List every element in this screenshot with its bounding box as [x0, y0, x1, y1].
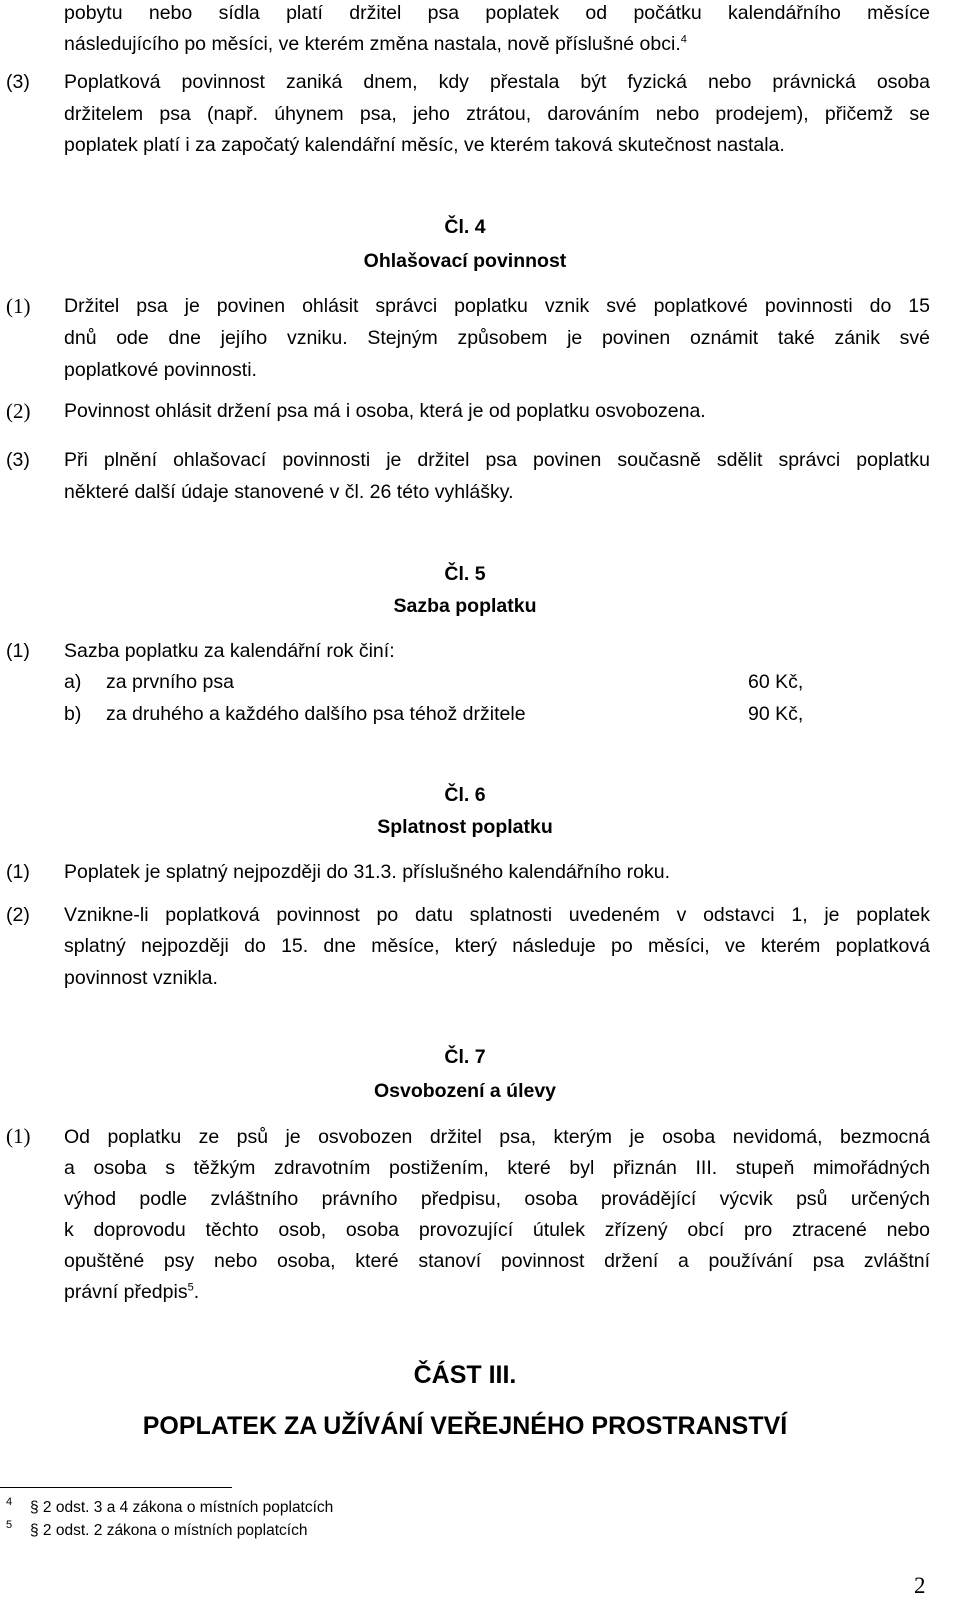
- list-item-label: za druhého a každého dalšího psa téhož držitele: [106, 703, 526, 725]
- text-line: pobytu nebo sídla platí držitel psa poplatek od počátku kalendářního měsíce: [64, 2, 930, 24]
- paragraph-number: (3): [6, 71, 30, 93]
- list-item-amount: 90 Kč,: [748, 703, 804, 725]
- list-item-letter: a): [64, 671, 82, 693]
- page-number: 2: [914, 1573, 926, 1598]
- article-number: Čl. 4: [444, 216, 486, 238]
- text-line: Poplatek je splatný nejpozději do 31.3. příslušného kalendářního roku.: [64, 861, 670, 883]
- text-line: Držitel psa je povinen ohlásit správci poplatku vznik své poplatkové povinnosti do 15: [64, 295, 930, 317]
- part-number: ČÁST III.: [413, 1361, 517, 1389]
- paragraph-number: (2): [6, 399, 31, 423]
- footnote-divider: [0, 1487, 232, 1488]
- part-title: POPLATEK ZA UŽÍVÁNÍ VEŘEJNÉHO PROSTRANSTVÍ: [142, 1412, 788, 1440]
- article-number: Čl. 5: [444, 563, 486, 585]
- text-line: poplatkové povinnosti.: [64, 359, 257, 381]
- list-item-letter: b): [64, 703, 82, 725]
- article-number: Čl. 7: [444, 1046, 486, 1068]
- paragraph-number: (3): [6, 449, 30, 471]
- text-line: některé další údaje stanovené v čl. 26 této vyhlášky.: [64, 481, 514, 503]
- text-line: Sazba poplatku za kalendářní rok činí:: [64, 640, 395, 662]
- footnote-ref: 5: [187, 1281, 194, 1294]
- text-line: Povinnost ohlásit držení psa má i osoba, která je od poplatku osvobozena.: [64, 400, 706, 422]
- article-title: Sazba poplatku: [393, 595, 537, 617]
- text-line: a osoba s těžkým zdravotním postižením, které byl přiznán III. stupeň mimořádných: [64, 1157, 930, 1179]
- paragraph-number: (1): [6, 861, 30, 883]
- text-line: právní předpis$^5$.: [64, 1281, 200, 1303]
- text-line: povinnost vznikla.: [64, 967, 218, 989]
- paragraph-number: (1): [6, 1124, 31, 1148]
- paragraph-number: (1): [6, 640, 30, 662]
- text-line: splatný nejpozději do 15. dne měsíce, který následuje po měsíci, ve kterém poplatková: [64, 935, 930, 957]
- text-line: k doprovodu těchto osob, osoba provozující útulek zřízený obcí pro ztracené nebo: [64, 1219, 930, 1241]
- paragraph-number: (2): [6, 904, 30, 926]
- list-item-amount: 60 Kč,: [748, 671, 804, 693]
- text-line: poplatek platí i za započatý kalendářní měsíc, ve kterém taková skutečnost nastala.: [64, 134, 785, 156]
- text-line: Od poplatku ze psů je osvobozen držitel psa, kterým je osoba nevidomá, bezmocná: [64, 1126, 930, 1148]
- footnote-number: 4: [6, 1496, 13, 1508]
- footnote-text: § 2 odst. 2 zákona o místních poplatcích: [30, 1522, 308, 1539]
- list-item-label: za prvního psa: [106, 671, 234, 693]
- article-number: Čl. 6: [444, 784, 486, 806]
- text-line: výhod podle zvláštního právního předpisu, osoba provádějící výcvik psů určených: [64, 1188, 930, 1210]
- text-line: následujícího po měsíci, ve kterém změna nastala, nově příslušné obci.$^4$: [64, 33, 687, 55]
- article-title: Osvobození a úlevy: [373, 1080, 557, 1102]
- text-line: Při plnění ohlašovací povinnosti je držitel psa povinen současně sdělit správci poplatku: [64, 449, 930, 471]
- paragraph-number: (1): [6, 294, 31, 318]
- text-line: opuštěné psy nebo osoba, které stanoví povinnost držení a používání psa zvláštní: [64, 1250, 930, 1272]
- footnote-number: 5: [6, 1519, 13, 1531]
- footnote-text: § 2 odst. 3 a 4 zákona o místních poplatcích: [30, 1499, 334, 1516]
- text-line: držitelem psa (např. úhynem psa, jeho ztrátou, darováním nebo prodejem), přičemž se: [64, 103, 930, 125]
- article-title: Splatnost poplatku: [377, 816, 553, 838]
- text-line: Poplatková povinnost zaniká dnem, kdy přestala být fyzická nebo právnická osoba: [64, 71, 930, 93]
- article-title: Ohlašovací povinnost: [363, 250, 567, 272]
- text-line: Vznikne-li poplatková povinnost po datu splatnosti uvedeném v odstavci 1, je poplatek: [64, 904, 930, 926]
- footnote-ref: 4: [680, 33, 687, 46]
- text-line: dnů ode dne jejího vzniku. Stejným způsobem je povinen oznámit také zánik své: [64, 327, 930, 349]
